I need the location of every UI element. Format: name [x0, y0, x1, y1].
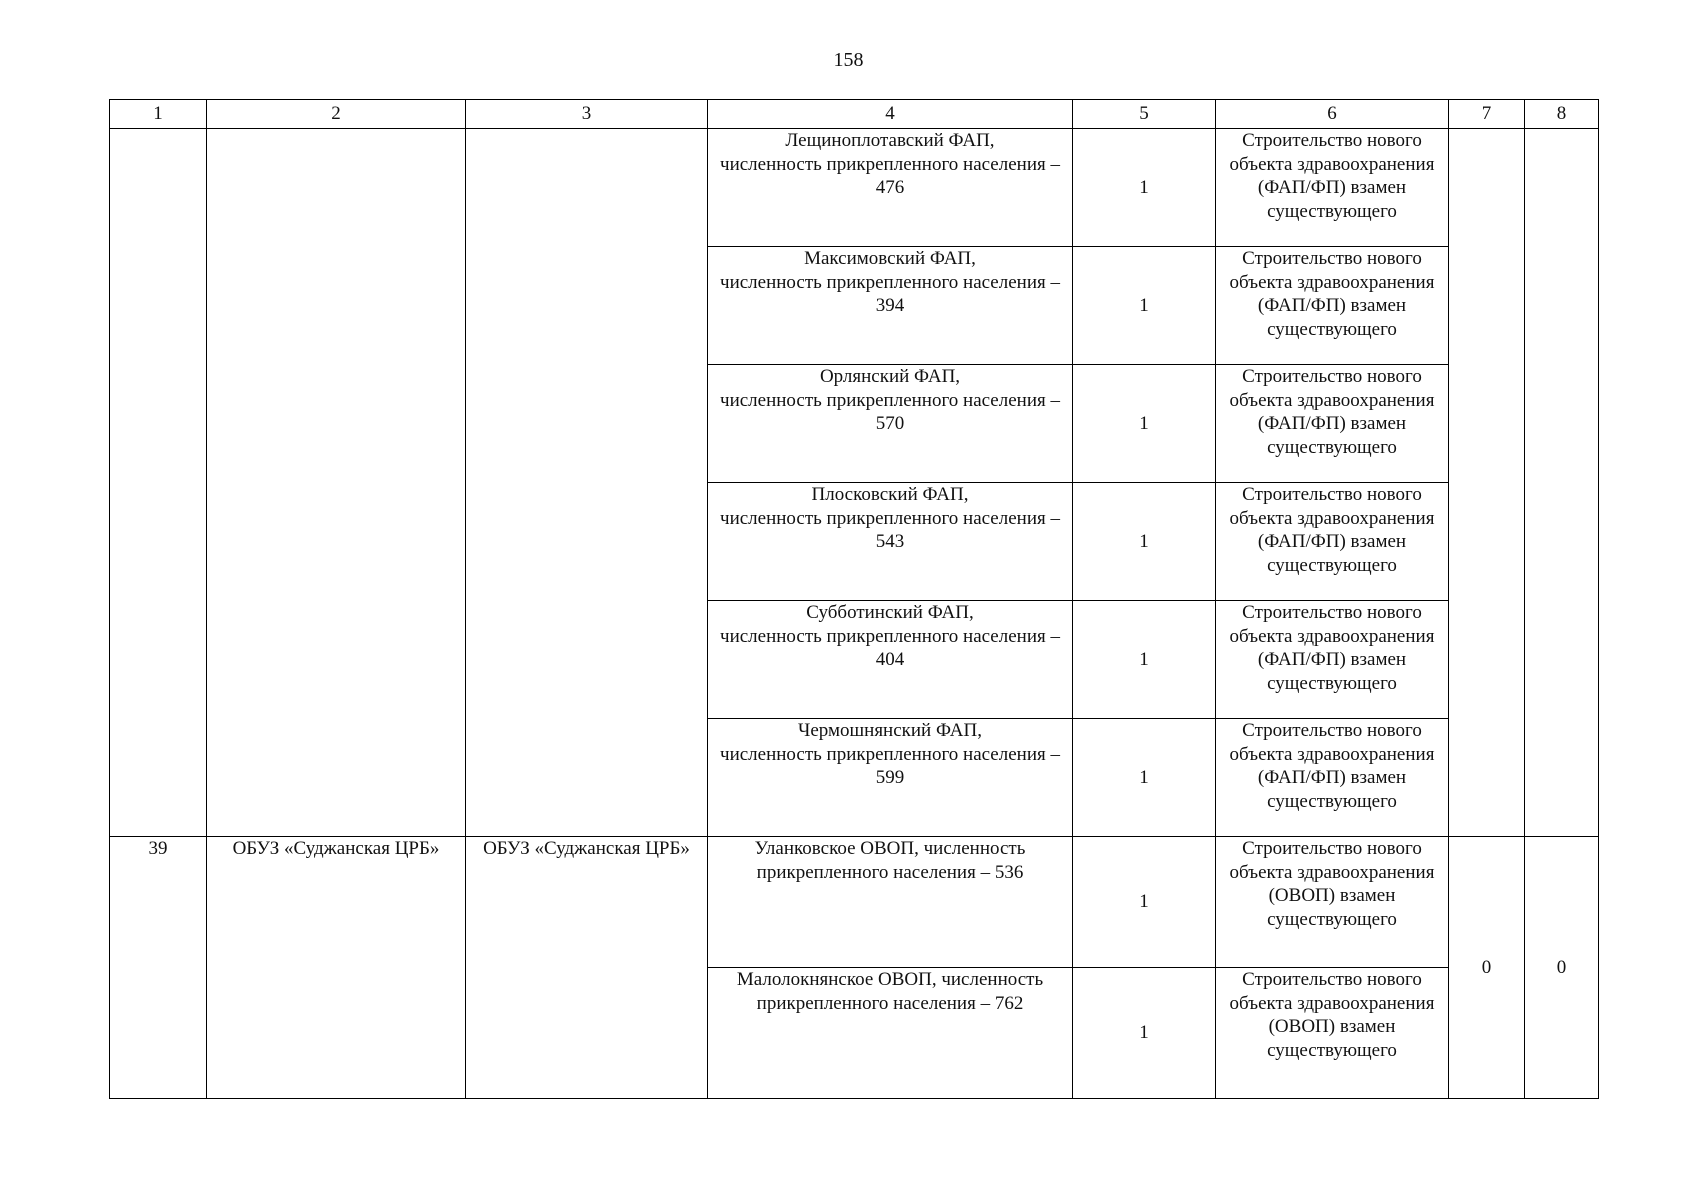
facility-cell — [708, 719, 1073, 837]
count-cell: 1 — [1073, 129, 1216, 247]
action-cell: Строительство нового объекта здравоохранения (ОВОП) взамен существующего — [1216, 968, 1449, 1099]
count-cell: 1 — [1073, 968, 1216, 1099]
cell-col8-empty — [1525, 129, 1599, 837]
action-cell: Строительство нового объекта здравоохранения (ФАП/ФП) взамен существующего — [1216, 719, 1449, 837]
facility-name: Субботинский ФАП, — [806, 602, 974, 623]
count-cell: 1 — [1073, 837, 1216, 968]
facility-desc: численность прикрепленного населения – 599 — [720, 743, 1060, 788]
facility-desc: численность прикрепленного населения – 570 — [720, 389, 1060, 434]
header-cell-4: 4 — [708, 100, 1073, 129]
entry-org2: ОБУЗ «Суджанская ЦРБ» — [466, 837, 708, 1099]
action-cell: Строительство нового объекта здравоохранения (ФАП/ФП) взамен существующего — [1216, 365, 1449, 483]
action-cell: Строительство нового объекта здравоохранения (ФАП/ФП) взамен существующего — [1216, 601, 1449, 719]
facility-desc: численность прикрепленного населения – 543 — [720, 507, 1060, 552]
action-cell: Строительство нового объекта здравоохранения (ФАП/ФП) взамен существующего — [1216, 247, 1449, 365]
entry-col7: 0 — [1449, 837, 1525, 1099]
action-cell: Строительство нового объекта здравоохранения (ФАП/ФП) взамен существующего — [1216, 483, 1449, 601]
entry-org: ОБУЗ «Суджанская ЦРБ» — [207, 837, 466, 1099]
facility-name: Орлянский ФАП, — [819, 366, 961, 387]
page-number: 158 — [833, 49, 864, 71]
facility-desc: численность прикрепленного населения – 394 — [720, 271, 1060, 316]
cell-col7-empty — [1449, 129, 1525, 837]
count-cell: 1 — [1073, 719, 1216, 837]
action-cell: Строительство нового объекта здравоохранения (ФАП/ФП) взамен существующего — [1216, 129, 1449, 247]
cell-org2-empty — [466, 129, 708, 837]
header-cell-3: 3 — [466, 100, 708, 129]
facility-desc: численность прикрепленного населения – 476 — [720, 153, 1060, 198]
cell-number-empty — [110, 129, 207, 837]
facility-name: Чермошнянский ФАП, — [798, 720, 982, 741]
header-cell-1: 1 — [110, 100, 207, 129]
entry-col8: 0 — [1525, 837, 1599, 1099]
facility-name: Плосковский ФАП, — [811, 484, 969, 505]
facility-name: Лещиноплотавский ФАП, — [785, 130, 995, 151]
count-cell: 1 — [1073, 365, 1216, 483]
header-row — [110, 100, 1599, 129]
facilities-table — [109, 99, 1599, 1099]
facility-cell — [708, 483, 1073, 601]
facility-cell — [708, 365, 1073, 483]
header-cell-5: 5 — [1073, 100, 1216, 129]
table-row — [110, 837, 1599, 968]
header-cell-7: 7 — [1449, 100, 1525, 129]
action-cell: Строительство нового объекта здравоохранения (ОВОП) взамен существующего — [1216, 837, 1449, 968]
facility-cell — [708, 247, 1073, 365]
count-cell: 1 — [1073, 601, 1216, 719]
header-cell-2: 2 — [207, 100, 466, 129]
count-cell: 1 — [1073, 483, 1216, 601]
header-cell-8: 8 — [1525, 100, 1599, 129]
facility-name: Максимовский ФАП, — [804, 248, 976, 269]
cell-org-empty — [207, 129, 466, 837]
count-cell: 1 — [1073, 247, 1216, 365]
table-row — [110, 129, 1599, 247]
facility-cell — [708, 601, 1073, 719]
header-cell-6: 6 — [1216, 100, 1449, 129]
facility-cell: Уланковское ОВОП, численность прикрепленного населения – 536 — [708, 837, 1073, 968]
facility-cell — [708, 129, 1073, 247]
facility-cell: Малолокнянское ОВОП, численность прикрепленного населения – 762 — [708, 968, 1073, 1099]
entry-number: 39 — [110, 837, 207, 1099]
facility-desc: численность прикрепленного населения – 404 — [720, 625, 1060, 670]
